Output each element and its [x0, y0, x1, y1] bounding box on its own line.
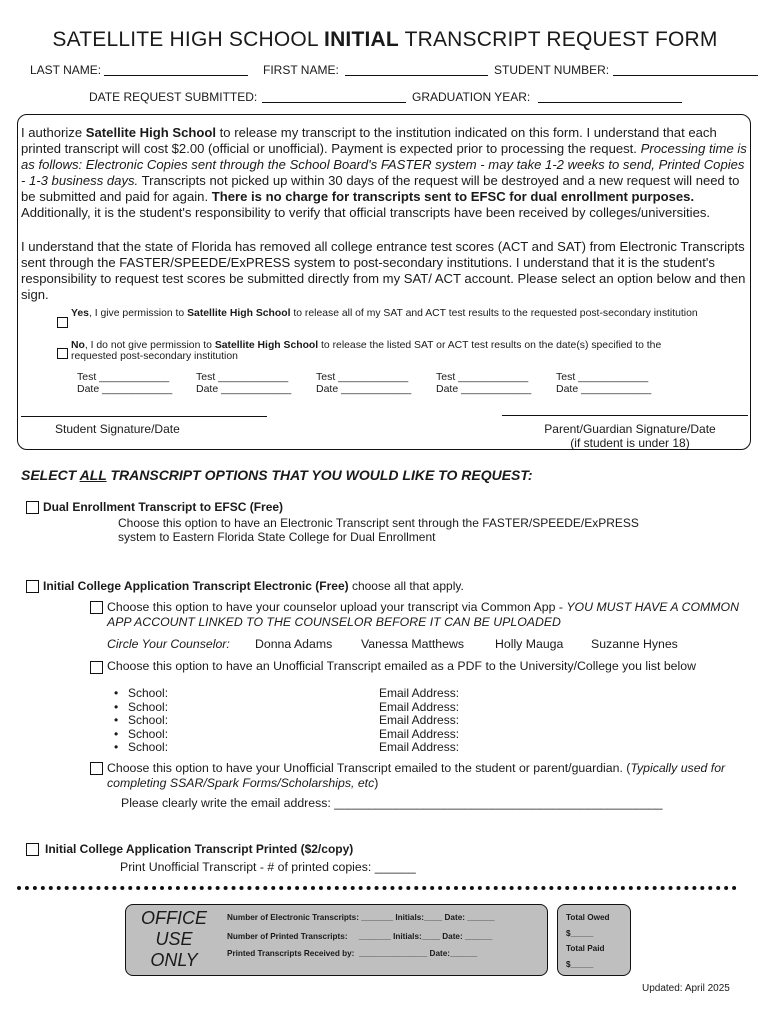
test-score-paragraph: I understand that the state of Florida has removed all college entrance test scores (ACT and SAT) from Electronic Transcripts sent through the FASTER/SPEEDE/ExPRESS system to post-secondary institutions. I understand that it is the student's responsibility to request test scores be submitted directly from my SAT/ ACT account. Please select an option below and then sign. [21, 239, 746, 303]
dual-enrollment-description: Choose this option to have an Electronic Transcript sent through the FASTER/SPEEDE/ExPRESS system to Eastern Florida State College for Dual Enrollment [118, 516, 639, 544]
email-field[interactable]: Email Address: [379, 726, 460, 741]
yes-option-text: Yes, I give permission to Satellite High School to release all of my SAT and ACT test results to the requested post-secondary institution [71, 308, 698, 319]
no-checkbox[interactable] [57, 345, 68, 363]
circle-counselor-label: Circle Your Counselor: [107, 637, 230, 651]
counselor-option[interactable]: Holly Mauga [495, 637, 564, 651]
counselor-option[interactable]: Suzanne Hynes [591, 637, 678, 651]
school-field[interactable]: • School: [114, 741, 168, 755]
email-field[interactable]: Email Address: [379, 713, 460, 727]
email-field[interactable]: Email Address: [379, 699, 460, 714]
test-date-3[interactable]: Test ____________ Date ____________ [316, 371, 412, 395]
test-date-2[interactable]: Test ____________ Date ____________ [196, 371, 292, 395]
printed-transcript-title: Initial College Application Transcript Printed ($2/copy) [45, 842, 354, 856]
no-option-text: No, I do not give permission to Satellite High School to release the listed SAT or ACT test results on the date(s) specified to the requested post-secondary institution [71, 340, 662, 362]
school-list [114, 687, 168, 755]
student-number-field[interactable] [613, 75, 758, 76]
totals-text: Total Owed $_____ Total Paid $_____ [566, 913, 610, 969]
electronic-transcript-checkbox[interactable] [26, 579, 39, 597]
yes-checkbox[interactable] [57, 314, 68, 332]
first-name-field[interactable] [345, 75, 488, 76]
graduation-year-field[interactable] [538, 102, 682, 103]
school-field[interactable]: • School: [114, 701, 168, 715]
common-app-option-text: Choose this option to have your counselor upload your transcript via Common App - YOU MUST HAVE A COMMON APP ACCOUNT LINKED TO THE COUNSELOR BEFORE IT CAN BE UPLOADED [107, 600, 739, 629]
school-field[interactable]: • School: [114, 687, 168, 701]
last-name-label: LAST NAME: [30, 63, 102, 77]
updated-date: Updated: April 2025 [642, 983, 730, 994]
printed-copies-field[interactable]: Print Unofficial Transcript - # of printed copies: ______ [120, 860, 416, 874]
printed-transcript-checkbox[interactable] [26, 842, 39, 860]
common-app-checkbox[interactable] [90, 600, 103, 618]
pdf-transcript-checkbox[interactable] [90, 660, 103, 678]
electronic-count-line: Number of Electronic Transcripts: _______ Initials:____ Date: ______ [227, 913, 495, 922]
counselor-option[interactable]: Donna Adams [255, 637, 333, 651]
email-field[interactable]: Email Address: [379, 740, 460, 754]
page-title: SATELLITE HIGH SCHOOL INITIAL TRANSCRIPT REQUEST FORM [52, 28, 718, 51]
email-address-field[interactable]: Please clearly write the email address: ________________________________________________ [121, 796, 663, 810]
received-by-line: Printed Transcripts Received by: _______________ Date:______ [227, 949, 478, 958]
counselor-option[interactable]: Vanessa Matthews [361, 637, 464, 651]
dual-enrollment-title: Dual Enrollment Transcript to EFSC (Free) [43, 500, 284, 514]
school-field[interactable]: • School: [114, 728, 168, 742]
parent-signature-line[interactable] [502, 415, 748, 416]
test-date-4[interactable]: Test ____________ Date ____________ [436, 371, 532, 395]
electronic-transcript-title: Initial College Application Transcript Electronic (Free) choose all that apply. [43, 579, 464, 593]
divider [17, 886, 737, 890]
options-heading: SELECT ALL TRANSCRIPT OPTIONS THAT YOU WOULD LIKE TO REQUEST: [21, 467, 533, 483]
email-list [379, 687, 459, 755]
authorization-paragraph: I authorize Satellite High School to release my transcript to the institution indicated on this form. I understand that each printed transcript will cost $2.00 (official or unofficial). Payment is expected prior to processing the request. Processing time is as follows: Electronic Copies sent through the School Board's FASTER system - may take 1-2 weeks to send, Printed Copies - 1-3 business days. Transcripts not picked up within 30 days of the request will be destroyed and a new request will need to be submitted and paid for again. There is no charge for transcripts sent to EFSC for dual enrollment purposes. Additionally, it is the student's responsibility to verify that official transcripts have been received by colleges/universities. [21, 125, 747, 221]
date-submitted-label: DATE REQUEST SUBMITTED: [89, 90, 258, 104]
student-number-label: STUDENT NUMBER: [494, 63, 610, 77]
student-email-checkbox[interactable] [90, 761, 103, 779]
graduation-year-label: GRADUATION YEAR: [412, 90, 531, 104]
dual-enrollment-checkbox[interactable] [26, 500, 39, 518]
date-submitted-field[interactable] [262, 102, 406, 103]
school-field[interactable]: • School: [114, 714, 168, 728]
office-use-label: OFFICE USE ONLY [141, 908, 207, 970]
test-date-5[interactable]: Test ____________ Date ____________ [556, 371, 652, 395]
last-name-field[interactable] [104, 75, 248, 76]
parent-signature-label: Parent/Guardian Signature/Date (if student is under 18) [544, 422, 716, 450]
email-field[interactable]: Email Address: [379, 686, 460, 700]
pdf-option-text: Choose this option to have an Unofficial Transcript emailed as a PDF to the University/College you list below [107, 659, 696, 673]
student-signature-line[interactable] [21, 416, 267, 417]
student-signature-label: Student Signature/Date [55, 422, 180, 436]
student-email-option-text: Choose this option to have your Unofficial Transcript emailed to the student or parent/guardian. (Typically used for completing SSAR/Spark Forms/Scholarships, etc) [107, 761, 726, 790]
first-name-label: FIRST NAME: [263, 63, 339, 77]
printed-count-line: Number of Printed Transcripts: _______ Initials:____ Date: ______ [227, 932, 493, 941]
test-date-1[interactable]: Test ____________ Date ____________ [77, 371, 173, 395]
